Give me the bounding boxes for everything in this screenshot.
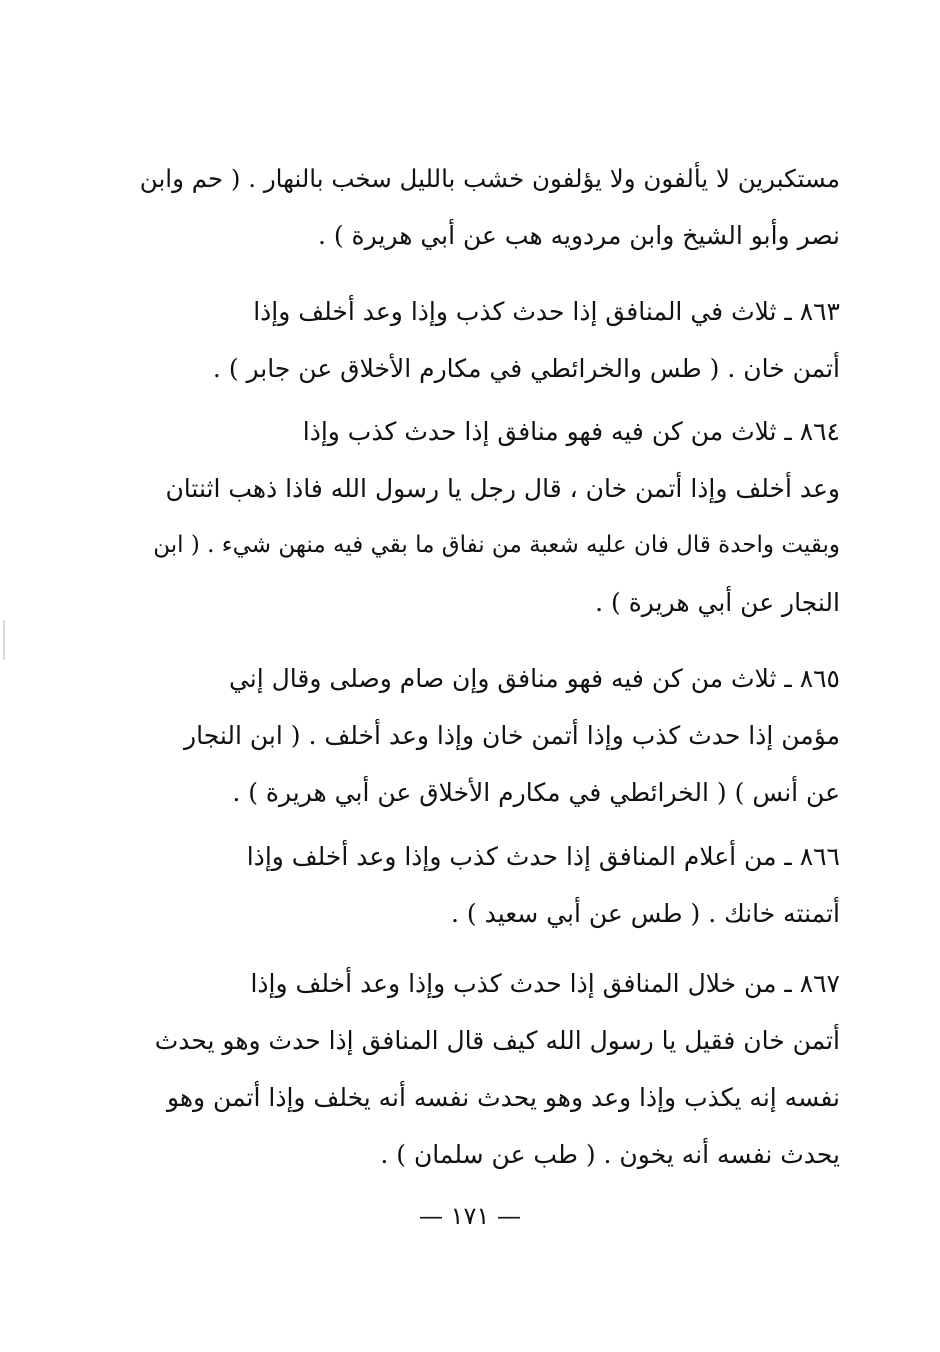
text-line: ٨٦٧ ـ من خلال المنافق إذا حدث كذب وإذا وعد أخلف وإذا [250, 969, 840, 998]
text-line: النجار عن أبي هريرة ) . [595, 588, 840, 617]
text-line: ٨٦٤ ـ ثلاث من كن فيه فهو منافق إذا حدث كذب وإذا [302, 417, 840, 446]
page-number: — ١٧١ — [419, 1202, 521, 1230]
scan-edge-mark [3, 620, 5, 660]
text-line: مستكبرين لا يألفون ولا يؤلفون خشب بالليل سخب بالنهار . ( حم وابن [140, 164, 840, 193]
text-line: أتمن خان فقيل يا رسول الله كيف قال المنافق إذا حدث وهو يحدث [154, 1026, 840, 1055]
text-line: يحدث نفسه أنه يخون . ( طب عن سلمان ) . [380, 1140, 840, 1169]
text-line: وعد أخلف وإذا أتمن خان ، قال رجل يا رسول الله فاذا ذهب اثنتان [165, 474, 840, 503]
paragraph-continuation [140, 150, 840, 264]
text-line: وبقيت واحدة قال فان عليه شعبة من نفاق ما بقي فيه منهن شيء . ( ابن [153, 532, 840, 558]
text-line: ٨٦٥ ـ ثلاث من كن فيه فهو منافق وإن صام وصلى وقال إني [228, 664, 840, 693]
text-line: ٨٦٣ ـ ثلاث في المنافق إذا حدث كذب وإذا وعد أخلف وإذا [253, 297, 840, 326]
text-line: نصر وأبو الشيخ وابن مردويه هب عن أبي هريرة ) . [317, 221, 840, 250]
hadith-865 [140, 650, 840, 821]
hadith-866 [140, 828, 840, 942]
text-line: ٨٦٦ ـ من أعلام المنافق إذا حدث كذب وإذا وعد أخلف وإذا [246, 842, 840, 871]
text-line: عن أنس ) ( الخرائطي في مكارم الأخلاق عن أبي هريرة ) . [232, 778, 840, 807]
hadith-864 [140, 403, 840, 631]
text-line: أتمنته خانك . ( طس عن أبي سعيد ) . [450, 899, 840, 928]
hadith-863 [140, 283, 840, 397]
text-line: نفسه إنه يكذب وإذا وعد وهو يحدث نفسه أنه يخلف وإذا أتمن وهو [166, 1083, 840, 1112]
text-line: مؤمن إذا حدث كذب وإذا أتمن خان وإذا وعد أخلف . ( ابن النجار [184, 721, 840, 750]
text-line: أتمن خان . ( طس والخرائطي في مكارم الأخلاق عن جابر ) . [212, 354, 840, 383]
hadith-867 [140, 955, 840, 1183]
